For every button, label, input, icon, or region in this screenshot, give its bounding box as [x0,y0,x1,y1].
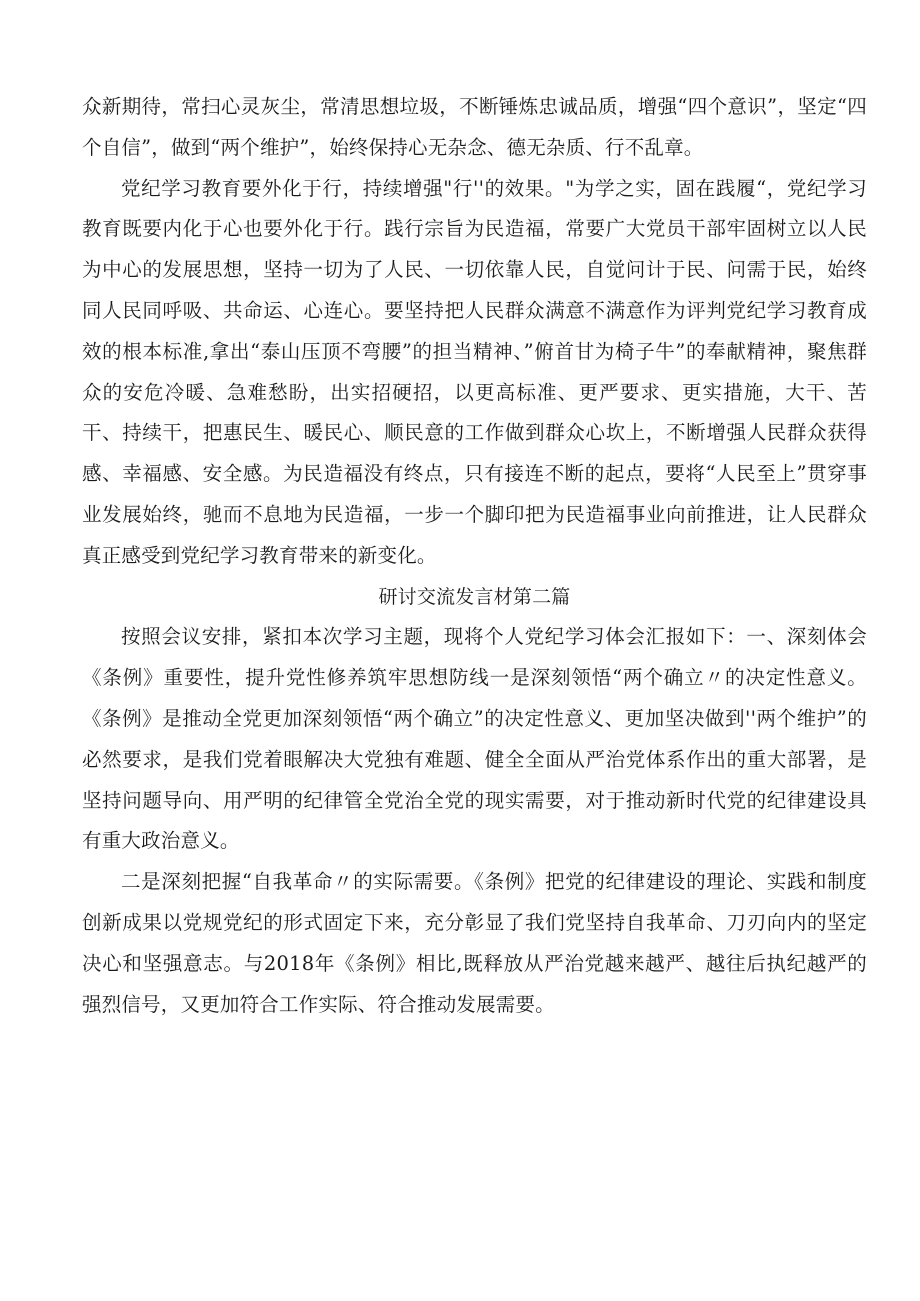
document-body [82,87,867,1025]
paragraph-practice: 党纪学习教育要外化于行，持续增强"行''的效果。"为学之实，固在践履“，党纪学习教育既要内化于心也要外化于行。践行宗旨为民造福，常要广大党员干部牢固树立以人民为中心的发展思想，坚持一切为了人民、一切依靠人民，自觉问计于民、问需于民，始终同人民同呼吸、共命运、心连心。要坚持把人民群众满意不满意作为评判党纪学习教育成效的根本标准,拿出“泰山压顶不弯腰”的担当精神、”俯首甘为椅子牛”的奉献精神，聚焦群众的安危冷暖、急难愁盼，出实招硬招，以更高标准、更严要求、更实措施，大干、苦干、持续干，把惠民生、暖民心、顺民意的工作做到群众心坎上，不断增强人民群众获得感、幸福感、安全感。为民造福没有终点，只有接连不断的起点，要将“人民至上”贯穿事业发展始终，驰而不息地为民造福，一步一个脚印把为民造福事业向前推进，让人民群众真正感受到党纪学习教育带来的新变化。 [82,176,867,567]
paragraph-continuation: 众新期待，常扫心灵灰尘，常清思想垃圾，不断锤炼忠诚品质，增强“四个意识”，坚定“四个自信”，做到“两个维护”，始终保持心无杂念、德无杂质、行不乱章。 [82,95,867,159]
paragraph-report-intro: 按照会议安排，紧扣本次学习主题，现将个人党纪学习体会汇报如下：一、深刻体会《条例》重要性，提升党性修养筑牢思想防线一是深刻领悟“两个确立〃的决定性意义。《条例》是推动全党更加深刻领悟“两个确立”的决定性意义、更加坚决做到''两个维护”的必然要求，是我们党着眼解决大党独有难题、健全全面从严治党体系作出的重大部署，是坚持问题导向、用严明的纪律管全党治全党的现实需要，对于推动新时代党的纪律建设具有重大政治意义。 [82,625,867,853]
paragraph-self-revolution: 二是深刻把握“自我革命〃的实际需要。《条例》把党的纪律建设的理论、实践和制度创新成果以党规党纪的形式固定下来，充分彰显了我们党坚持自我革命、刀刃向内的坚定决心和坚强意志。与2018年《条例》相比,既释放从严治党越来越严、越往后执纪越严的强烈信号，又更加符合工作实际、符合推动发展需要。 [82,870,867,1016]
section-heading: 研讨交流发言材第二篇 [378,585,571,608]
